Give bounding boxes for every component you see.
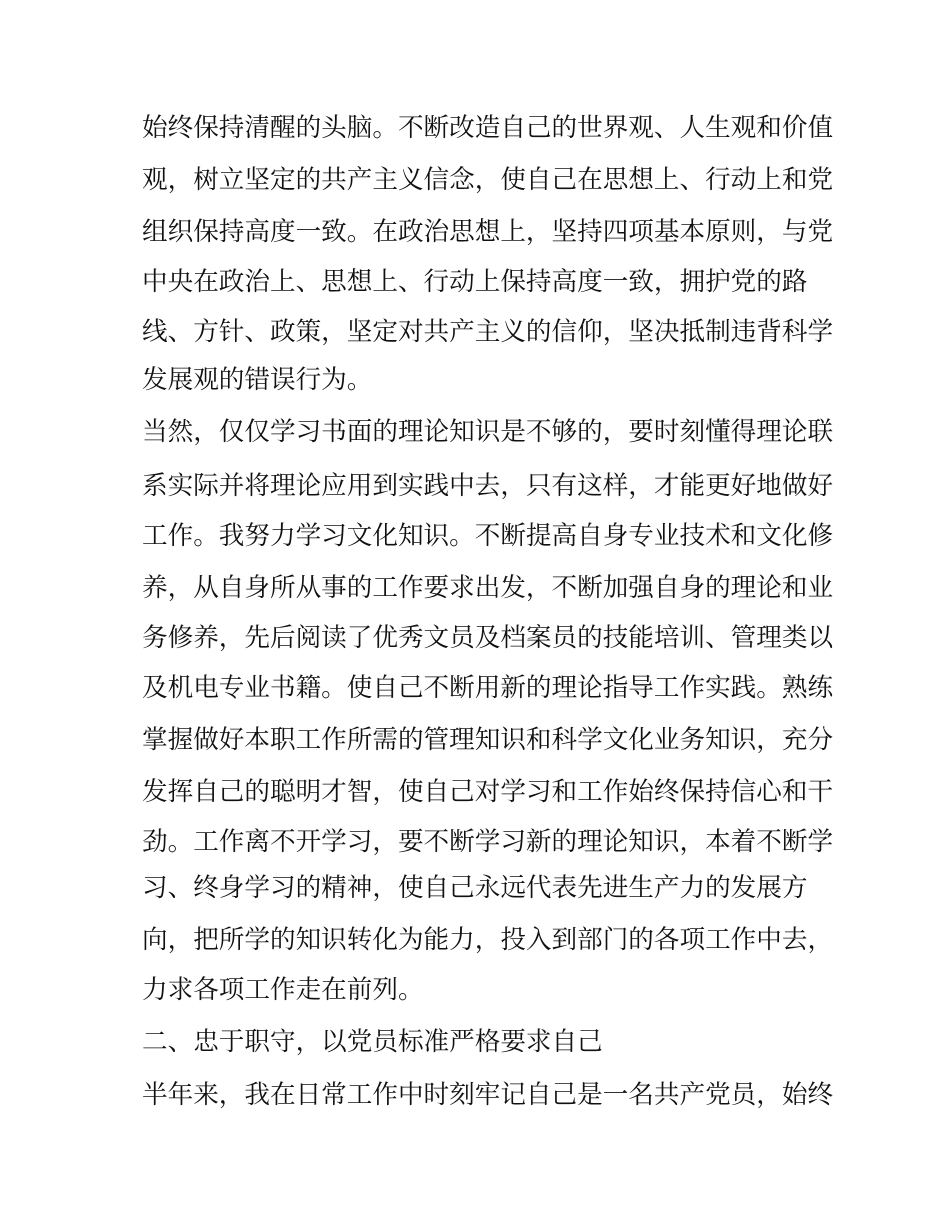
paragraph-line: 向，把所学的知识转化为能力，投入到部门的各项工作中去，	[142, 925, 834, 955]
paragraph-line: 发挥自己的聪明才智，使自己对学习和工作始终保持信心和干	[142, 777, 834, 807]
paragraph-line: 劲。工作离不开学习，要不断学习新的理论知识，本着不断学	[142, 827, 834, 857]
paragraph-line: 养，从自身所从事的工作要求出发，不断加强自身的理论和业	[142, 573, 834, 603]
paragraph-line: 及机电专业书籍。使自己不断用新的理论指导工作实践。熟练	[142, 673, 834, 703]
paragraph-line: 始终保持清醒的头脑。不断改造自己的世界观、人生观和价值	[142, 113, 834, 143]
section-heading: 二、忠于职守，以党员标准严格要求自己	[142, 1027, 603, 1057]
paragraph-line: 务修养，先后阅读了优秀文员及档案员的技能培训、管理类以	[142, 623, 834, 653]
paragraph-line: 组织保持高度一致。在政治思想上，坚持四项基本原则，与党	[142, 217, 834, 247]
paragraph-line: 中央在政治上、思想上、行动上保持高度一致，拥护党的路	[142, 267, 808, 297]
paragraph-line: 习、终身学习的精神，使自己永远代表先进生产力的发展方	[142, 873, 808, 903]
paragraph-line: 系实际并将理论应用到实践中去，只有这样，才能更好地做好	[142, 471, 834, 501]
paragraph-line: 半年来，我在日常工作中时刻牢记自己是一名共产党员，始终	[142, 1080, 834, 1110]
paragraph-line: 观，树立坚定的共产主义信念，使自己在思想上、行动上和党	[142, 165, 834, 195]
paragraph-line: 发展观的错误行为。	[142, 365, 373, 395]
paragraph-line: 力求各项工作走在前列。	[142, 975, 424, 1005]
paragraph-line: 掌握做好本职工作所需的管理知识和科学文化业务知识，充分	[142, 725, 834, 755]
paragraph-line: 当然，仅仅学习书面的理论知识是不够的，要时刻懂得理论联	[142, 417, 834, 447]
paragraph-line: 工作。我努力学习文化知识。不断提高自身专业技术和文化修	[142, 521, 834, 551]
paragraph-line: 线、方针、政策，坚定对共产主义的信仰，坚决抵制违背科学	[142, 317, 834, 347]
